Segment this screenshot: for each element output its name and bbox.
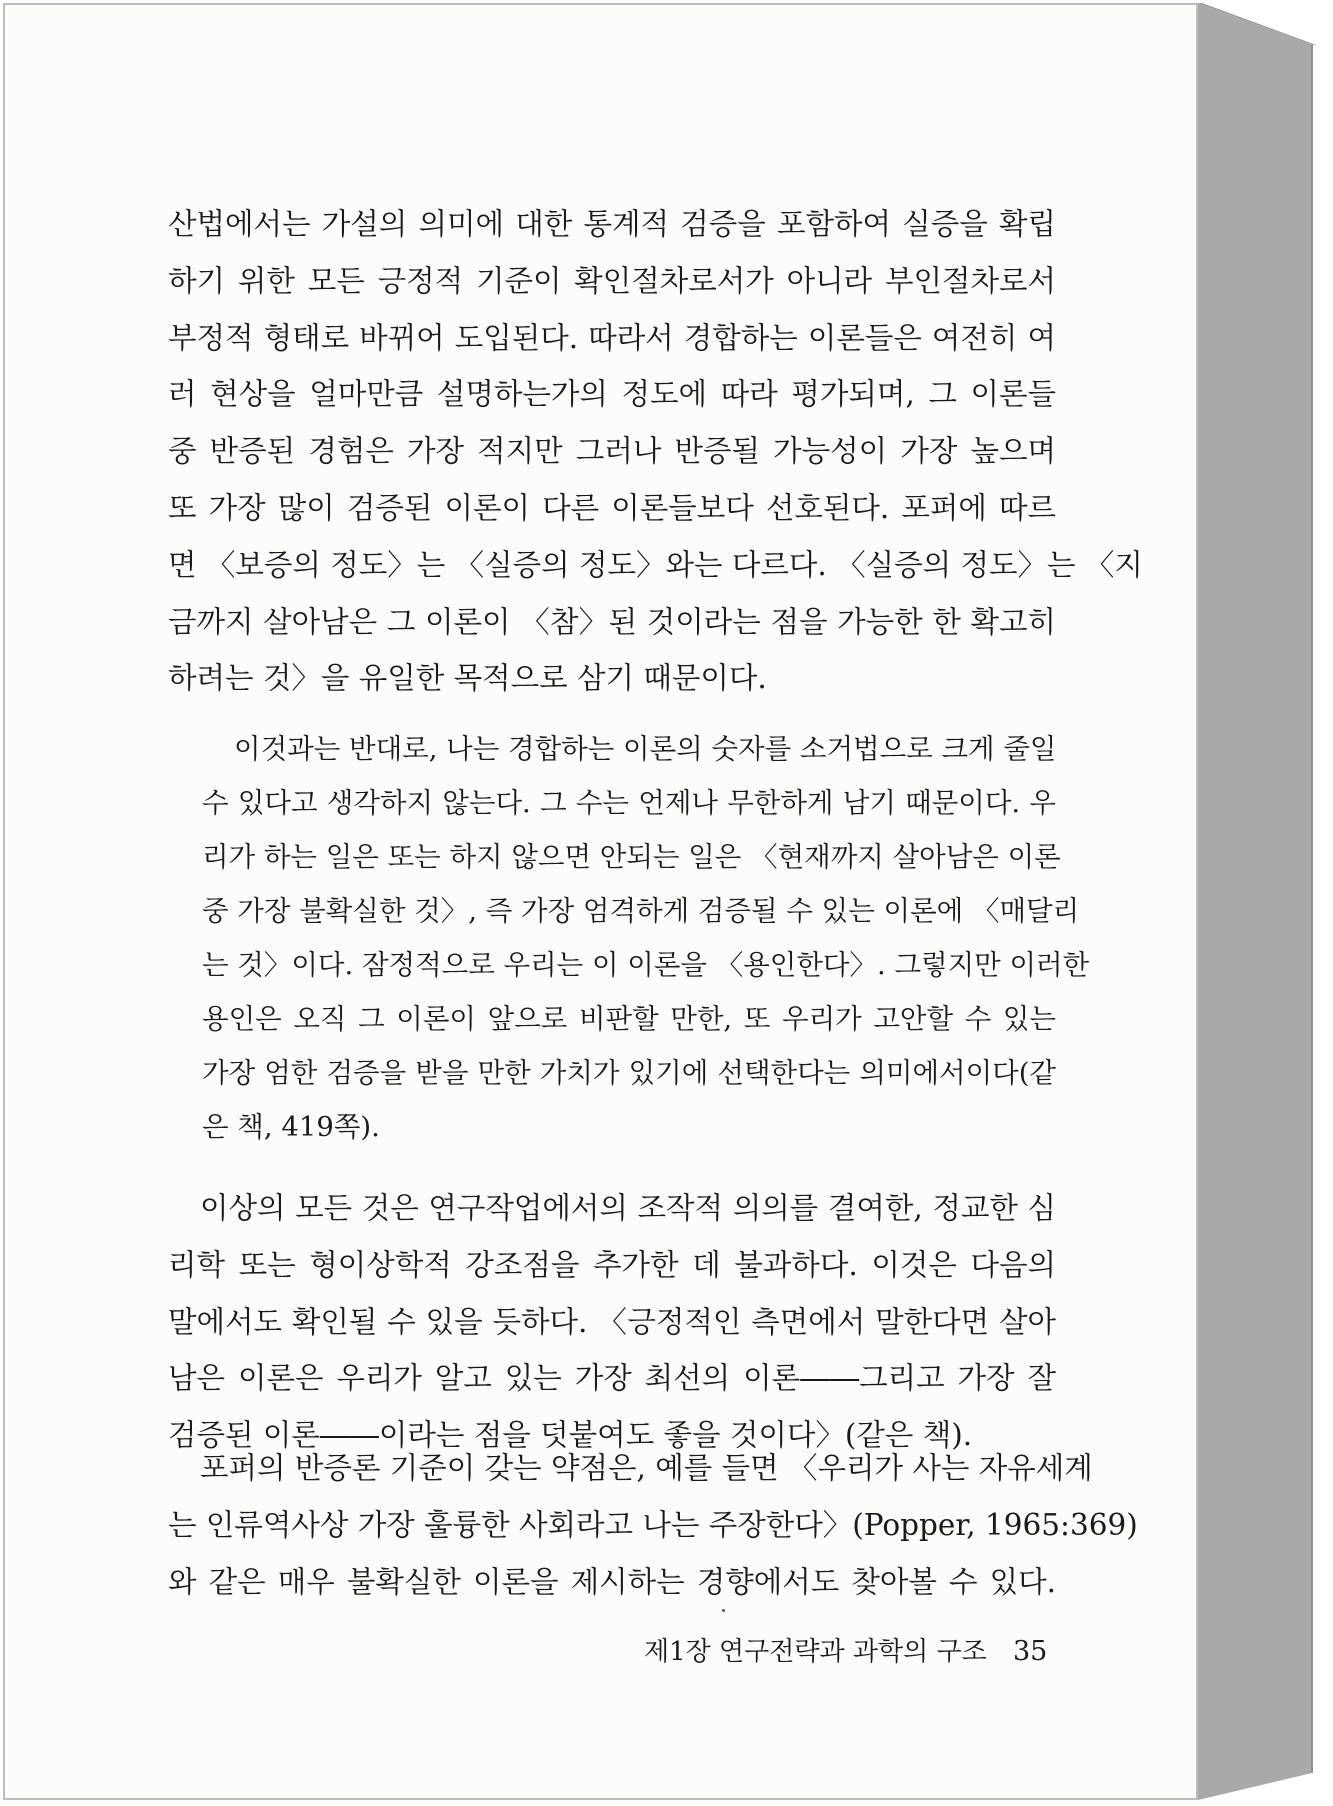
text-line: 말에서도 확인될 수 있을 듯하다. 〈긍정적인 측면에서 말한다면 살아	[168, 1304, 1056, 1339]
text-line: 하려는 것〉을 유일한 목적으로 삼기 때문이다.	[168, 661, 767, 696]
chapter-title: 제1장 연구전략과 과학의 구조	[644, 1637, 987, 1667]
text-line: 러 현상을 얼마만큼 설명하는가의 정도에 따라 평가되며, 그 이론들	[168, 377, 1056, 412]
quote-line: 가장 엄한 검증을 받을 만한 가치가 있기에 선택한다는 의미에서이다(같	[202, 1057, 1056, 1089]
text-line: 와 같은 매우 불확실한 이론을 제시하는 경향에서도 찾아볼 수 있다.	[168, 1564, 1056, 1599]
quote-line: 은 책, 419쪽).	[202, 1111, 380, 1143]
quote-line: 는 것〉이다. 잠정적으로 우리는 이 이론을 〈용인한다〉. 그렇지만 이러한	[202, 949, 1090, 981]
text-line: 금까지 살아남은 그 이론이 〈참〉된 것이라는 점을 가능한 한 확고히	[168, 604, 1056, 639]
book-page-edge-shadow	[1198, 3, 1328, 1800]
text-line: 부정적 형태로 바뀌어 도입된다. 따라서 경합하는 이론들은 여전히 여	[168, 320, 1056, 355]
running-footer	[644, 1632, 1064, 1672]
text-line: 리학 또는 형이상학적 강조점을 추가한 데 불과하다. 이것은 다음의	[168, 1247, 1056, 1282]
text-line: 하기 위한 모든 긍정적 기준이 확인절차로서가 아니라 부인절차로서	[168, 263, 1056, 298]
quote-line: 수 있다고 생각하지 않는다. 그 수는 언제나 무한하게 남기 때문이다. 우	[202, 787, 1056, 819]
text-line: 또 가장 많이 검증된 이론이 다른 이론들보다 선호된다. 포퍼에 따르	[168, 490, 1056, 525]
quote-line: 이것과는 반대로, 나는 경합하는 이론의 숫자를 소거법으로 크게 줄일	[234, 733, 1057, 765]
text-line: 검증된 이론――이라는 점을 덧붙여도 좋을 것이다〉(같은 책).	[168, 1418, 973, 1453]
text-line: 이상의 모든 것은 연구작업에서의 조작적 의의를 결여한, 정교한 심	[200, 1191, 1056, 1225]
text-line: 포퍼의 반증론 기준이 갖는 약점은, 예를 들면 〈우리가 사는 자유세계	[200, 1451, 1093, 1485]
paragraph-2	[168, 1180, 1056, 1464]
text-line: 면 〈보증의 정도〉는 〈실증의 정도〉와는 다르다. 〈실증의 정도〉는 〈지	[168, 547, 1143, 582]
quote-line: 중 가장 불확실한 것〉, 즉 가장 엄격하게 검증될 수 있는 이론에 〈매달리	[202, 895, 1080, 927]
text-line: 남은 이론은 우리가 알고 있는 가장 최선의 이론――그리고 가장 잘	[168, 1361, 1056, 1396]
paragraph-3	[168, 1440, 1138, 1610]
block-quote	[202, 722, 1090, 1154]
text-line: 산법에서는 가설의 의미에 대한 통계적 검증을 포함하여 실증을 확립	[168, 207, 1056, 241]
quote-line: 용인은 오직 그 이론이 앞으로 비판할 만한, 또 우리가 고안할 수 있는	[202, 1003, 1056, 1035]
quote-line: 리가 하는 일은 또는 하지 않으면 안되는 일은 〈현재까지 살아남은 이론	[202, 841, 1061, 873]
text-line: 중 반증된 경험은 가장 적지만 그러나 반증될 가능성이 가장 높으며	[168, 434, 1056, 469]
text-line: 는 인류역사상 가장 훌륭한 사회라고 나는 주장한다〉(Popper, 1965:369)	[168, 1507, 1138, 1542]
page-number: 35	[1013, 1636, 1048, 1667]
print-speck	[722, 1609, 725, 1612]
paragraph-1	[168, 196, 1143, 707]
